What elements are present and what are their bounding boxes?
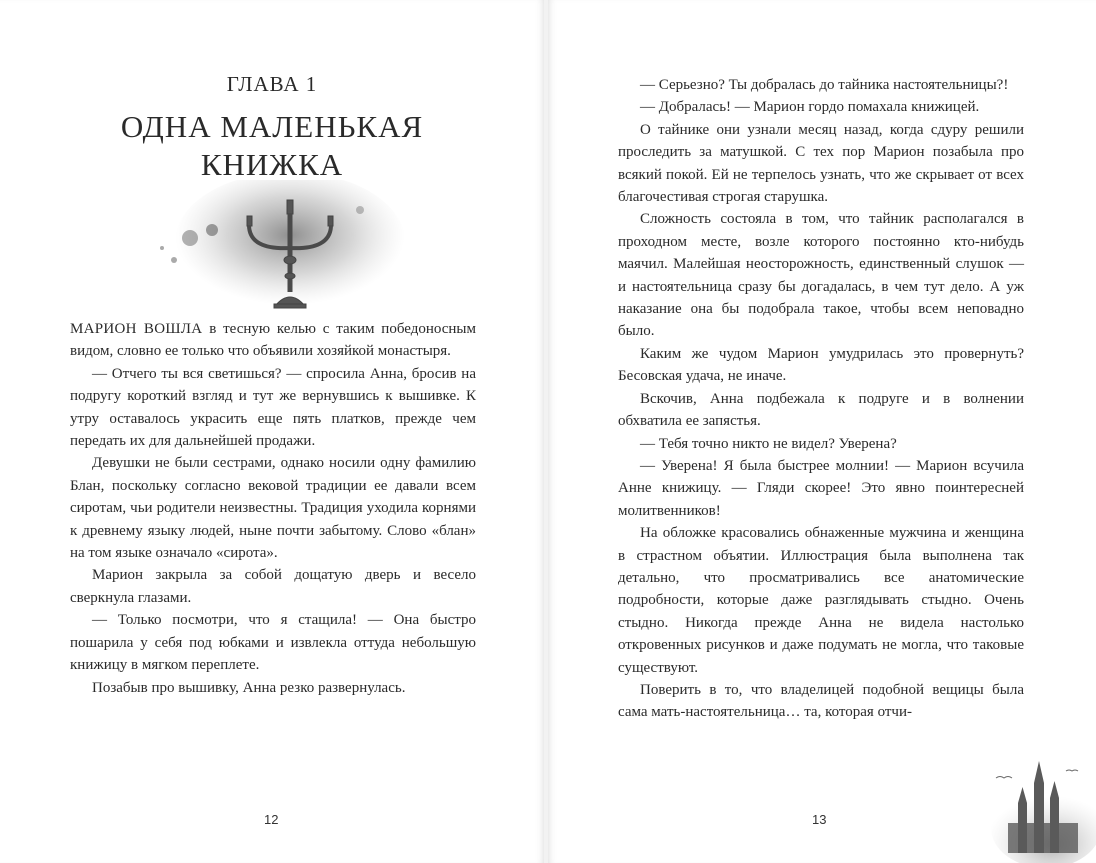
paragraph: Вскочив, Анна подбежала к подруге и в волнении обхватила ее запястья.: [618, 390, 1024, 430]
paragraph: Поверить в то, что владелицей подобной вещицы была сама мать-настоятельница… та, которая отчи-: [618, 681, 1024, 721]
paragraph: — Уверена! Я была быстрее молнии! — Марион всучила Анне книжицу. — Гляди скорее! Это явно поинтересней молитвенников!: [618, 457, 1024, 519]
paragraph: — Тебя точно никто не видел? Уверена?: [640, 435, 897, 452]
paragraph: О тайнике они узнали месяц назад, когда сдуру решили проследить за матушкой. С тех пор Марион позабыла про всякий покой. Ей не терпелось узнать, что же скрывает от всех благочестивая строгая старушка.: [618, 121, 1024, 206]
paragraph: Каким же чудом Марион умудрилась это провернуть? Бесовская удача, не иначе.: [618, 345, 1024, 385]
left-page: [0, 0, 544, 863]
paragraph: — Серьезно? Ты добралась до тайника настоятельницы?!: [640, 77, 1009, 93]
chapter-title-line1: ОДНА МАЛЕНЬКАЯ: [120, 109, 424, 144]
paragraph: Марион закрыла за собой дощатую дверь и весело сверкнула глазами.: [70, 567, 476, 606]
page-number: 12: [264, 812, 279, 827]
right-page-body: [618, 74, 1024, 724]
lead-in: МАРИОН ВОШЛА: [70, 321, 203, 337]
castle-icon: [986, 743, 1096, 863]
paragraph: Сложность состояла в том, что тайник располагался в проходном месте, возле которого постоянно кто-нибудь маячил. Малейшая неосторожность, единственный слушок — и настоятельница сразу бы догадалась, в чем тут дело. А уж наказание она бы подобрала такое, чтобы всем неповадно было.: [618, 211, 1024, 340]
paragraph: — Только посмотри, что я стащила! — Она быстро пошарила у себя под юбками и извлекла оттуда небольшую книжицу в мягком переплете.: [70, 612, 476, 674]
paragraph: Позабыв про вышивку, Анна резко развернулась.: [92, 679, 406, 696]
chapter-title: [0, 108, 544, 184]
paragraph-text: в тесную келью с таким победоносным видом, словно ее только что объявили хозяйкой монастыря.: [70, 321, 477, 360]
page-number: 13: [812, 812, 827, 827]
paragraph: На обложке красовались обнаженные мужчина и женщина в страстном объятии. Иллюстрация была выполнена так детально, что просматривались все анатомические подробности, которые даже разглядывать стыдно. Очень стыдно. Никогда прежде Анна не видела настолько откровенных рисунков и даже подумать не могла, что таковые существуют.: [618, 525, 1024, 676]
paragraph: — Добралась! — Марион гордо помахала книжицей.: [640, 99, 980, 116]
chapter-title-line2: КНИЖКА: [200, 147, 344, 182]
left-page-body: [70, 318, 476, 699]
chapter-label: ГЛАВА 1: [226, 72, 318, 96]
paragraph: — Отчего ты вся светишься? — спросила Анна, бросив на подругу короткий взгляд и тут же вернувшись к вышивке. К утру оставалось украсить еще пять платков, прежде чем передать их для дальнейшей продажи.: [70, 365, 476, 450]
paragraph: [70, 318, 476, 363]
paragraph: Девушки не были сестрами, однако носили одну фамилию Блан, поскольку согласно вековой традиции ее давали всем сиротам, чьи родители неизвестны. Традиция уходила корнями к древнему языку людей, ныне почти забытому. Слово «блан» на том языке означало «сирота».: [70, 455, 476, 562]
right-page: [548, 0, 1096, 863]
candelabra-icon: [150, 180, 410, 320]
